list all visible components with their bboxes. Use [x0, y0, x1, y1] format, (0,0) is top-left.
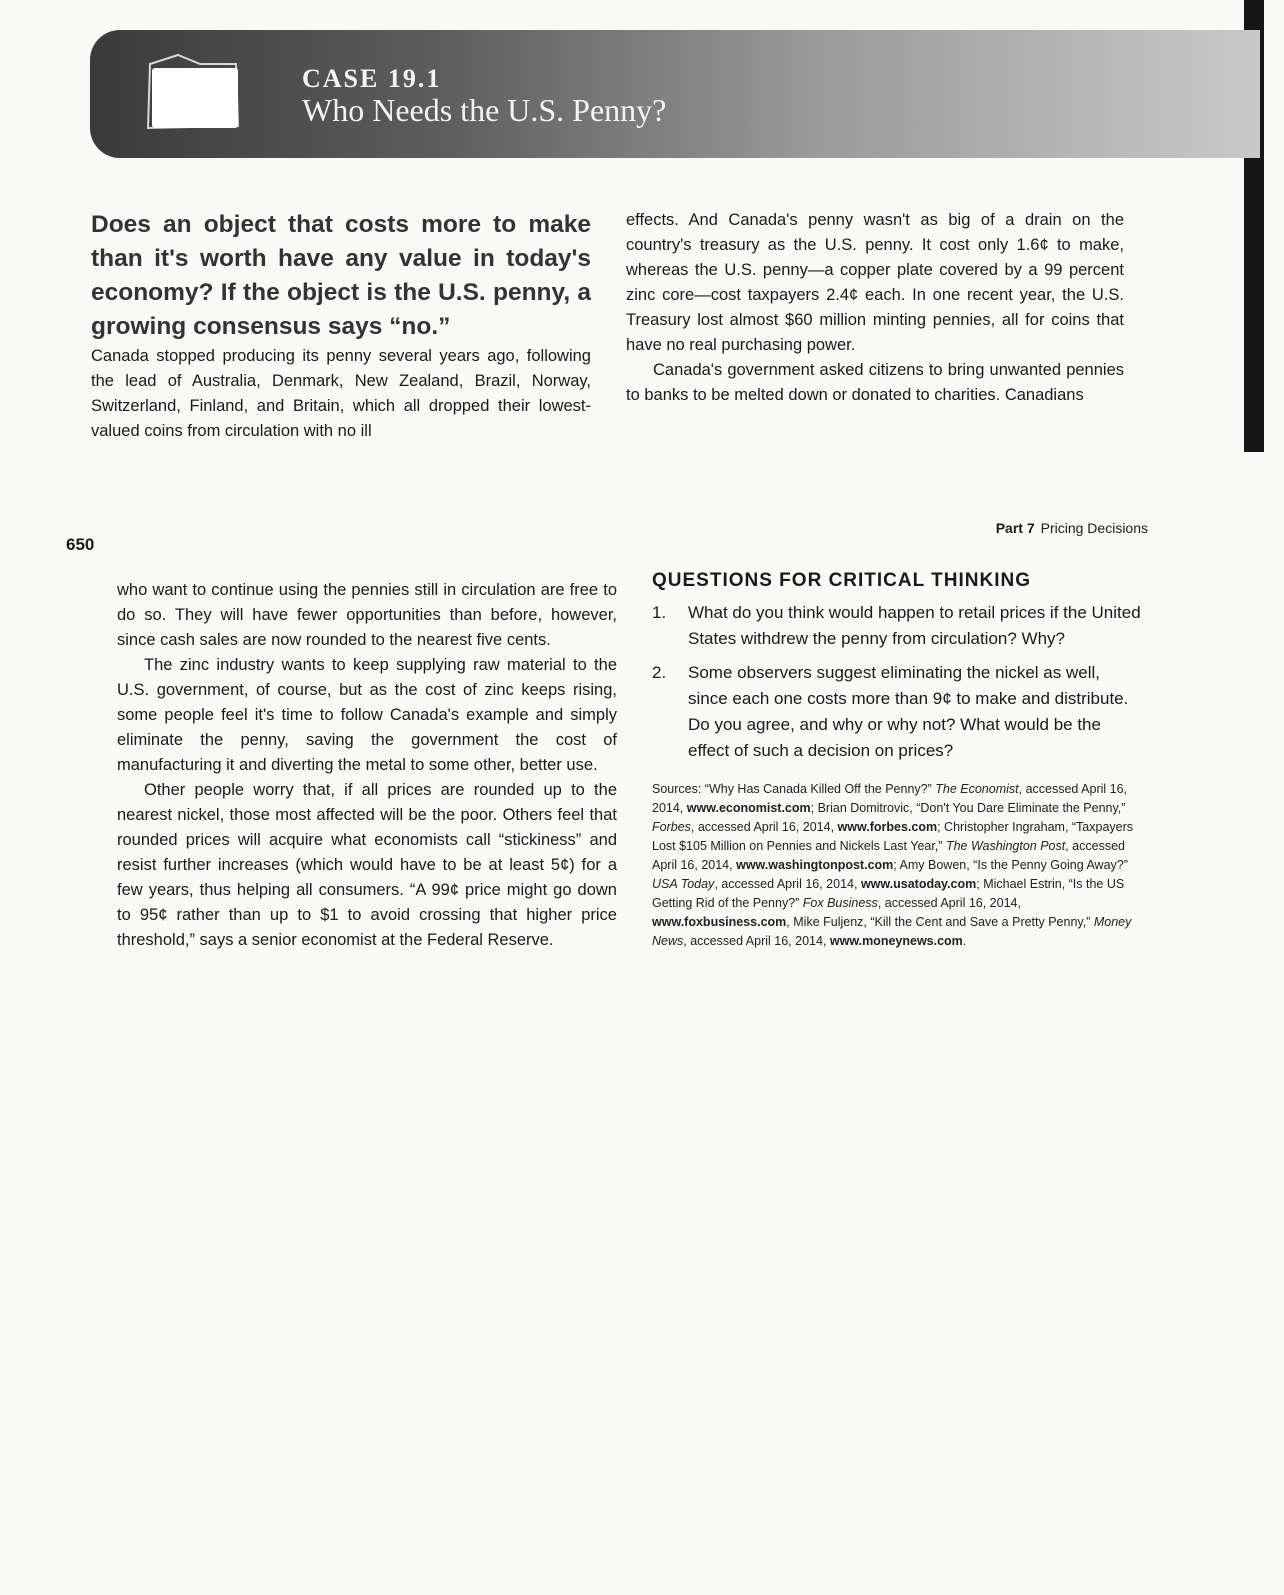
intro-right-column: [626, 208, 1124, 408]
source-publication: The Economist: [935, 782, 1019, 796]
source-link[interactable]: www.usatoday.com: [860, 877, 977, 891]
question-number: 1.: [652, 603, 667, 622]
question-item: [652, 660, 1144, 764]
part-title: Pricing Decisions: [1040, 520, 1148, 536]
source-publication: Fox Business: [802, 896, 878, 910]
source-link[interactable]: www.moneynews.com: [829, 934, 963, 948]
body-right-column: [652, 570, 1144, 951]
running-head: [970, 520, 1148, 536]
question-text: Some observers suggest eliminating the nickel as well, since each one costs more than 9¢ to make and distribute. Do you agree, and why or why not? What would be the effect of such a decision on prices?: [688, 663, 1129, 760]
lead-sentence: Does an object that costs more to make than it's worth have any value in today's economy? If the object is the U.S. penny, a growing consensus says “no.”: [91, 211, 591, 340]
source-entry: Sources: “Why Has Canada Killed Off the Penny?” The Economist, accessed April 16, 2014, www.economist.com;: [652, 782, 1128, 815]
case-banner: [90, 30, 1260, 158]
source-entry: Mike Fuljenz, “Kill the Cent and Save a Pretty Penny,” Money News, accessed April 16, 2014, www.moneynews.com.: [652, 915, 1132, 948]
source-entry: Amy Bowen, “Is the Penny Going Away?” USA Today, accessed April 16, 2014, www.usatoday.com;: [652, 858, 1128, 891]
sources-citation: [652, 780, 1144, 951]
body-paragraph-1: who want to continue using the pennies still in circulation are free to do so. They will have fewer opportunities than before, however, since cash sales are now rounded to the nearest five cents.: [117, 581, 617, 649]
case-number: CASE 19.1: [302, 64, 442, 93]
source-link[interactable]: www.economist.com: [686, 801, 811, 815]
source-publication: Forbes: [652, 820, 691, 834]
source-link[interactable]: www.foxbusiness.com: [652, 915, 787, 929]
intro-paragraph-2: effects. And Canada's penny wasn't as big of a drain on the country's treasury as the U.S. penny. It cost only 1.6¢ to make, whereas the U.S. penny—a copper plate covered by a 99 percent zinc core—cost taxpayers 2.4¢ each. In one recent year, the U.S. Treasury lost almost $60 million minting pennies, all for coins that have no real purchasing power.: [626, 211, 1124, 354]
question-number: 2.: [652, 663, 667, 682]
source-link[interactable]: www.forbes.com: [837, 820, 938, 834]
folder-icon: [142, 52, 242, 130]
question-item: [652, 600, 1144, 652]
source-entry: Michael Estrin, “Is the US Getting Rid of the Penny?” Fox Business, accessed April 16, 2014, www.foxbusiness.com,: [652, 877, 1125, 929]
page-number: 650: [66, 535, 95, 554]
part-label: Part 7: [995, 520, 1035, 536]
body-paragraph-3: Other people worry that, if all prices are rounded up to the nearest nickel, those most affected will be the poor. Others feel that rounded prices will acquire what economists call “stickiness” and resist further increases (which would have to be at least 5¢) for a few years, thus helping all consumers. “A 99¢ price might go down to 95¢ rather than up to $1 to avoid crossing that higher price threshold,” says a senior economist at the Federal Reserve.: [117, 781, 617, 949]
source-publication: The Washington Post: [945, 839, 1066, 853]
intro-text: Canada stopped producing its penny several years ago, following the lead of Australia, Denmark, New Zealand, Brazil, Norway, Switzerland, Finland, and Britain, which all dropped their lowest-valued coins from circulation with no ill: [91, 347, 591, 440]
source-publication: USA Today: [652, 877, 715, 891]
case-title: Who Needs the U.S. Penny?: [302, 92, 667, 128]
questions-heading: QUESTIONS FOR CRITICAL THINKING: [652, 570, 1031, 591]
source-entry: Brian Domitrovic, “Don't You Dare Eliminate the Penny,” Forbes, accessed April 16, 2014, www.forbes.com;: [652, 801, 1126, 834]
source-entry: Christopher Ingraham, “Taxpayers Lost $105 Million on Pennies and Nickels Last Year,” The Washington Post, accessed April 16, 2014, www.washingtonpost.com;: [652, 820, 1134, 872]
intro-paragraph-3: Canada's government asked citizens to bring unwanted pennies to banks to be melted down or donated to charities. Canadians: [626, 361, 1124, 404]
source-publication: Money News: [652, 915, 1132, 948]
body-paragraph-2: The zinc industry wants to keep supplying raw material to the U.S. government, of course, but as the cost of zinc keeps rising, some people feel it's time to follow Canada's example and simply eliminate the penny, saving the government the cost of manufacturing it and diverting the metal to some other, better use.: [117, 656, 617, 774]
intro-paragraph: [91, 208, 591, 444]
intro-left-column: [91, 208, 591, 444]
source-link[interactable]: www.washingtonpost.com: [736, 858, 894, 872]
question-text: What do you think would happen to retail prices if the United States withdrew the penny from circulation? Why?: [688, 603, 1141, 648]
body-left-column: [117, 578, 617, 953]
